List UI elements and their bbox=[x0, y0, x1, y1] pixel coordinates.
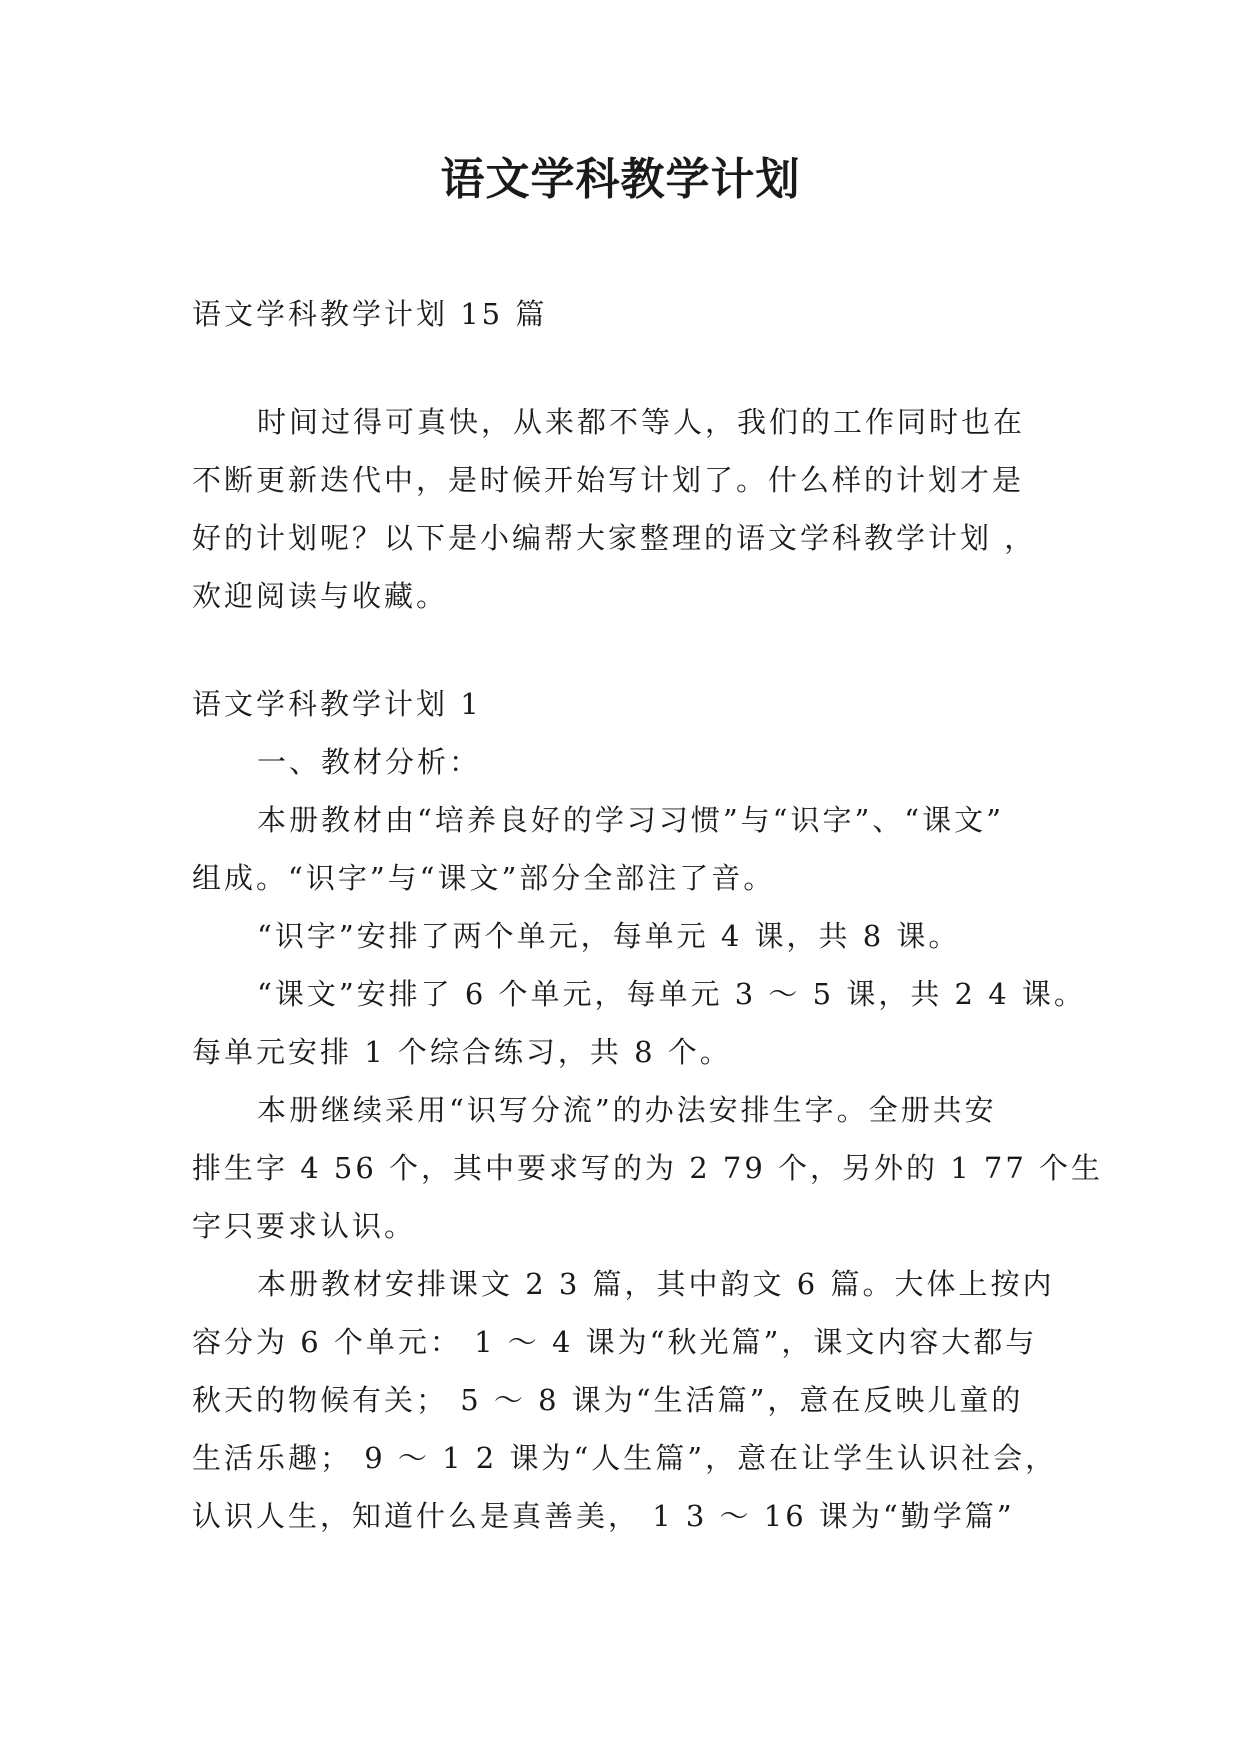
section-body bbox=[192, 733, 1104, 1545]
intro-line: 欢迎阅读与收藏。 bbox=[192, 579, 449, 613]
body-line: 秋天的物候有关； 5 ～ 8 课为“生活篇”，意在反映儿童的 bbox=[192, 1383, 1024, 1417]
intro-line: 好的计划呢？以下是小编帮大家整理的语文学科教学计划 ， bbox=[192, 521, 1037, 555]
body-line: 一、教材分析： bbox=[257, 745, 482, 779]
body-line: 本册教材由“培养良好的学习习惯”与“识字”、“课文” bbox=[257, 803, 1004, 837]
document-subtitle: 语文学科教学计划 15 篇 bbox=[192, 297, 548, 331]
body-line: “课文”安排了 6 个单元，每单元 3 ～ 5 课，共 2 4 课。 bbox=[257, 977, 1086, 1011]
intro-line: 不断更新迭代中，是时候开始写计划了。什么样的计划才是 bbox=[192, 463, 1025, 497]
body-line: 排生字 4 56 个，其中要求写的为 2 79 个，另外的 1 77 个生 bbox=[192, 1151, 1104, 1185]
body-line: 生活乐趣； 9 ～ 1 2 课为“人生篇”，意在让学生认识社会， bbox=[192, 1441, 1058, 1475]
body-line: “识字”安排了两个单元，每单元 4 课，共 8 课。 bbox=[257, 919, 961, 953]
body-line: 本册教材安排课文 2 3 篇，其中韵文 6 篇。大体上按内 bbox=[257, 1267, 1055, 1301]
intro-paragraph bbox=[192, 393, 1072, 625]
body-line: 认识人生，知道什么是真善美， 1 3 ～ 16 课为“勤学篇” bbox=[192, 1499, 1015, 1533]
body-line: 容分为 6 个单元： 1 ～ 4 课为“秋光篇”，课文内容大都与 bbox=[192, 1325, 1038, 1359]
intro-line: 时间过得可真快，从来都不等人，我们的工作同时也在 bbox=[257, 405, 1026, 439]
section-heading: 语文学科教学计划 1 bbox=[192, 687, 482, 721]
document-body bbox=[192, 285, 1104, 1545]
body-line: 本册继续采用“识写分流”的办法安排生字。全册共安 bbox=[257, 1093, 997, 1127]
body-line: 字只要求认识。 bbox=[192, 1209, 417, 1243]
body-line: 组成。“识字”与“课文”部分全部注了音。 bbox=[192, 861, 776, 895]
body-line: 每单元安排 1 个综合练习，共 8 个。 bbox=[192, 1035, 732, 1069]
document-title: 语文学科教学计划 bbox=[440, 154, 801, 205]
